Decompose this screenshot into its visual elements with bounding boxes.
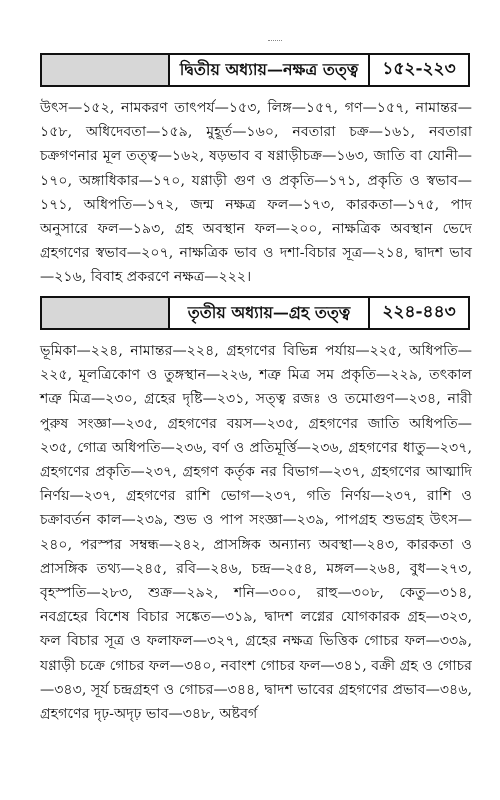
chapter-contents-text: উৎস—১৫২, নামকরণ তাৎপর্য—১৫৩, লিঙ্গ—১৫৭, গণ—১৫৭, নামান্তর—১৫৮, অধিদেবতা—১৫৯, মুহূর্ত—১৬০, নবতারা চক্র—১৬১, নবতারা চক্রগণনার মূল তত্ত্ব—১৬২, ষড়ভাব ব ষণ্ণাড়ীচক্র—১৬৩, জাতি বা যোনী—১৭০, অঙ্গাধিকার—১৭০, যণ্ণাড়ী গুণ ও প্রকৃতি—১৭১, প্রকৃতি ও স্বভাব—১৭১, অধিপতি—১৭২, জন্ম নক্ষত্র ফল—১৭৩, কারকতা—১৭৫, পাদ অনুসারে ফল—১৯৩, গ্রহ অবস্থান ফল—২০০, নাক্ষত্রিক অবস্থান ভেদে গ্রহগণের স্বভাব—২০৭, নাক্ষত্রিক ভাব ও দশা-বিচার সূত্র—২১৪, দ্বাদশ ভাব—২১৬, বিবাহ প্রকরণে নক্ষত্র—২২২। (40, 100, 472, 286)
header-shaded-bar (42, 55, 170, 85)
chapter-header-3 (40, 296, 470, 330)
chapter-header-2 (40, 53, 470, 87)
chapter-contents-text: ভূমিকা—২২৪, নামান্তর—২২৪, গ্রহগণের বিভিন্ন পর্যায়—২২৫, অধিপতি—২২৫, মূলত্রিকোণ ও তুঙ্গস্থান—২২৬, শত্রু মিত্র সম প্রকৃতি—২২৯, তৎকাল শত্রু মিত্র—২৩০, গ্রহের দৃষ্টি—২৩১, সত্ত্ব রজঃ ও তমোগুণ—২৩৪, নারী পুরুষ সংজ্ঞা—২৩৫, গ্রহগণের বয়স—২৩৫, গ্রহগণের জাতি অধিপতি—২৩৫, গোত্র অধিপতি—২৩৬, বর্ণ ও প্রতিমূর্ত্তি—২৩৬, গ্রহগণের ধাতু—২৩৭, গ্রহগণের প্রকৃতি—২৩৭, গ্রহগণ কর্তৃক নর বিভাগ—২৩৭, গ্রহগণের আত্মাদি নির্ণয়—২৩৭, গ্রহগণের রাশি ভোগ—২৩৭, গতি নির্ণয়—২৩৭, রাশি ও চক্রাবর্তন কাল—২৩৯, শুভ ও পাপ সংজ্ঞা—২৩৯, পাপগ্রহ শুভগ্রহ উৎস—২৪০, পরস্পর সম্বন্ধ—২৪২, প্রাসঙ্গিক অন্যান্য অবস্থা—২৪৩, কারকতা ও প্রাসঙ্গিক তথ্য—২৪৫, রবি—২৪৬, চন্দ্র—২৫৪, মঙ্গল—২৬৪, বুধ—২৭৩, বৃহস্পতি—২৮৩, শুক্র—২৯২, শনি—৩০০, রাহু—৩০৮, কেতু—৩১৪, নবগ্রহের বিশেষ বিচার সঙ্কেত—৩১৯, দ্বাদশ লগ্নের যোগকারক গ্রহ—৩২৩, ফল বিচার সূত্র ও ফলাফল—৩২৭, গ্রহের নক্ষত্র ভিত্তিক গোচর ফল—৩৩৯, যণ্ণাড়ী চক্রে গোচর ফল—৩৪০, নবাংশ গোচর ফল—৩৪১, বক্রী গ্রহ ও গোচর—৩৪৩, সূর্য চন্দ্রগ্রহণ ও গোচর—৩৪৪, দ্বাদশ ভাবের গ্রহগণের প্রভাব—৩৪৬, গ্রহগণের দৃঢ়-অদৃঢ় ভাব—৩৪৮, অষ্টবর্গ (40, 343, 472, 723)
chapter-page-range: ১৫২-২২৩ (370, 55, 468, 85)
header-shaded-bar (42, 298, 170, 328)
chapter-title: দ্বিতীয় অধ্যায়—নক্ষত্র তত্ত্ব (170, 55, 370, 85)
scan-speck (268, 40, 282, 43)
chapter-title: তৃতীয় অধ্যায়—গ্রহ তত্ত্ব (170, 298, 370, 328)
chapter-page-range: ২২৪-৪৪৩ (370, 298, 468, 328)
